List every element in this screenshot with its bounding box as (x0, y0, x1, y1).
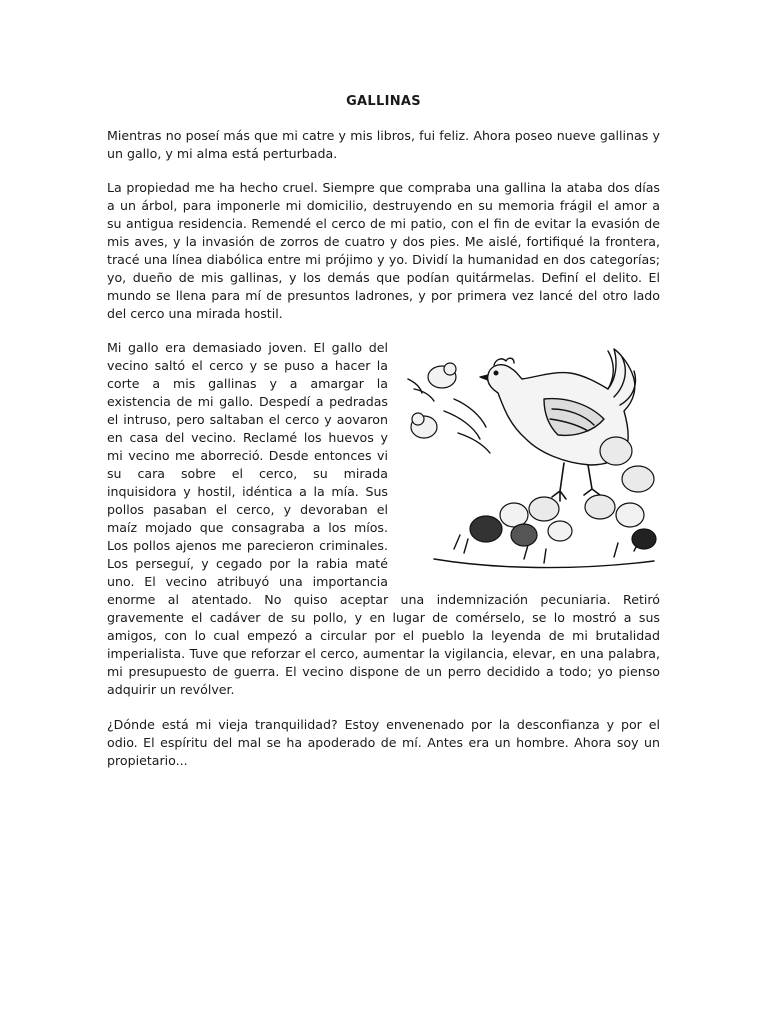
hen-illustration (394, 339, 672, 579)
paragraph-4: ¿Dónde está mi vieja tranquilidad? Estoy envenenado por la desconfianza y por el odio. El espíritu del mal se ha apoderado de mí. Antes era un hombre. Ahora soy un propietario... (107, 717, 660, 768)
page-title: GALLINAS (346, 94, 421, 109)
paragraph-2: La propiedad me ha hecho cruel. Siempre que compraba una gallina la ataba dos días a un árbol, para imponerle mi domicilio, destruyendo en su memoria frágil el amor a su antigua residencia. Remendé el cerco de mi patio, con el fin de evitar la evasión de mis aves, y la invasión de zorros de cuatro y dos pies. Me aislé, fortifiqué la frontera, tracé una línea diabólica entre mi prójimo y yo. Dividí la humanidad en dos categorías; yo, dueño de mis gallinas, y los demás que podían quitármelas. Definí el delito. El mundo se llena para mí de presuntos ladrones, y por primera vez lancé del otro lado del cerco una mirada hostil. (107, 180, 660, 321)
document-page (107, 93, 660, 787)
paragraph-1: Mientras no poseí más que mi catre y mis libros, fui feliz. Ahora poseo nueve gallinas y un gallo, y mi alma está perturbada. (107, 128, 660, 161)
paragraph-3: Mi gallo era demasiado joven. El gallo del vecino saltó el cerco y se puso a hacer la corte a mis gallinas y a amargar la existencia de mi gallo. Despedí a pedradas el intruso, pero saltaban el cerco y aovaron en casa del vecino. Reclamé los huevos y mi vecino me aborreció. Desde entonces vi su cara sobre el cerco, su mirada inquisidora y hostil, idéntica a la mía. Sus pollos pasaban el cerco, y devoraban el maíz mojado que consagraba a los míos. Los pollos ajenos me parecieron criminales. Los perseguí, y cegado por la rabia maté uno. El vecino atribuyó una importancia enorme al atentado. No quiso aceptar una indemnización pecuniaria. Retiró gravemente el cadáver de su pollo, y en lugar de comérselo, se lo mostró a sus amigos, con lo cual empezó a circular por el pueblo la leyenda de mi brutalidad imperialista. Tuve que reforzar el cerco, aumentar la vigilancia, elevar, en una palabra, mi presupuesto de guerra. El vecino dispone de un perro decidido a todo; yo pienso adquirir un revólver. (107, 340, 660, 697)
text-with-figure (107, 339, 660, 699)
hen-with-chicks-icon (394, 339, 672, 579)
